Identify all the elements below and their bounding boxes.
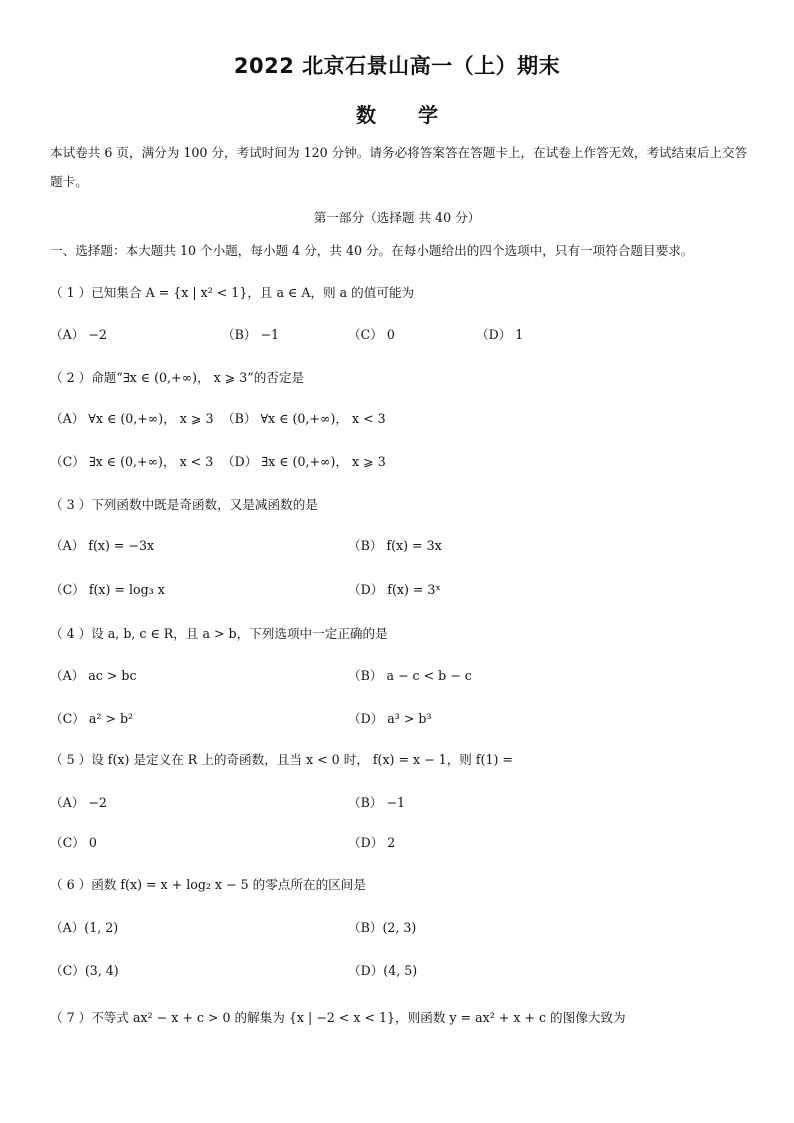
question-4-option-b: （B） a − c < b − c	[348, 668, 472, 683]
question-5-option-c: （C） 0	[50, 835, 97, 850]
question-4-option-a: （A） ac > bc	[50, 668, 137, 683]
question-4-stem: （ 4 ）设 a, b, c ∈ R，且 a > b，下列选项中一定正确的是	[50, 626, 388, 641]
question-1-option-b: （B） −1	[222, 327, 280, 342]
exam-title: 2022 北京石景山高一（上）期末	[233, 54, 561, 78]
question-6-option-a: （A）(1, 2)	[50, 920, 119, 935]
question-1-option-a: （A） −2	[50, 327, 107, 342]
question-5-stem: （ 5 ）设 f(x) 是定义在 R 上的奇函数，且当 x < 0 时， f(x) = x − 1，则 f(1) =	[50, 752, 513, 767]
question-2-stem: （ 2 ）命题“∃x ∈ (0,+∞)， x ⩾ 3”的否定是	[50, 370, 305, 385]
question-3-option-b: （B） f(x) = 3x	[348, 538, 442, 553]
exam-instructions: 本试卷共 6 页，满分为 100 分，考试时间为 120 分钟。请务必将答案答在答题卡上，在试卷上作答无效，考试结束后上交答题卡。	[50, 145, 748, 189]
part-title: 第一部分（选择题 共 40 分）	[313, 210, 481, 225]
question-3-option-a: （A） f(x) = −3x	[50, 538, 155, 553]
question-1-option-c: （C） 0	[348, 327, 395, 342]
section-title: 一、选择题：本大题共 10 个小题，每小题 4 分，共 40 分。在每小题给出的四个选项中，只有一项符合题目要求。	[50, 243, 694, 258]
question-6-stem: （ 6 ）函数 f(x) = x + log₂ x − 5 的零点所在的区间是	[50, 877, 366, 892]
question-4-option-c: （C） a² > b²	[50, 711, 134, 726]
question-5-option-a: （A） −2	[50, 795, 107, 810]
question-3-option-c: （C） f(x) = log₃ x	[50, 582, 165, 597]
question-2-option-c: （C） ∃x ∈ (0,+∞)， x < 3	[50, 454, 214, 469]
question-6-option-b: （B）(2, 3)	[348, 920, 417, 935]
subject-title: 数学	[356, 103, 480, 127]
question-6-option-d: （D）(4, 5)	[348, 963, 418, 978]
question-2-option-d: （D） ∃x ∈ (0,+∞)， x ⩾ 3	[222, 454, 386, 469]
question-4-option-d: （D） a³ > b³	[348, 711, 432, 726]
question-5-option-b: （B） −1	[348, 795, 406, 810]
question-5-option-d: （D） 2	[348, 835, 396, 850]
question-3-option-d: （D） f(x) = 3ˣ	[348, 582, 441, 597]
question-6-option-c: （C）(3, 4)	[50, 963, 119, 978]
question-3-stem: （ 3 ）下列函数中既是奇函数，又是减函数的是	[50, 497, 318, 512]
question-1-stem: （ 1 ）已知集合 A = {x | x² < 1}，且 a ∈ A，则 a 的值可能为	[50, 285, 415, 300]
question-2-option-a: （A） ∀x ∈ (0,+∞)， x ⩾ 3	[50, 411, 214, 426]
question-1-option-d: （D） 1	[476, 327, 524, 342]
question-7-stem: （ 7 ）不等式 ax² − x + c > 0 的解集为 {x | −2 < x < 1}，则函数 y = ax² + x + c 的图像大致为	[50, 1010, 626, 1025]
question-2-option-b: （B） ∀x ∈ (0,+∞)， x < 3	[222, 411, 386, 426]
